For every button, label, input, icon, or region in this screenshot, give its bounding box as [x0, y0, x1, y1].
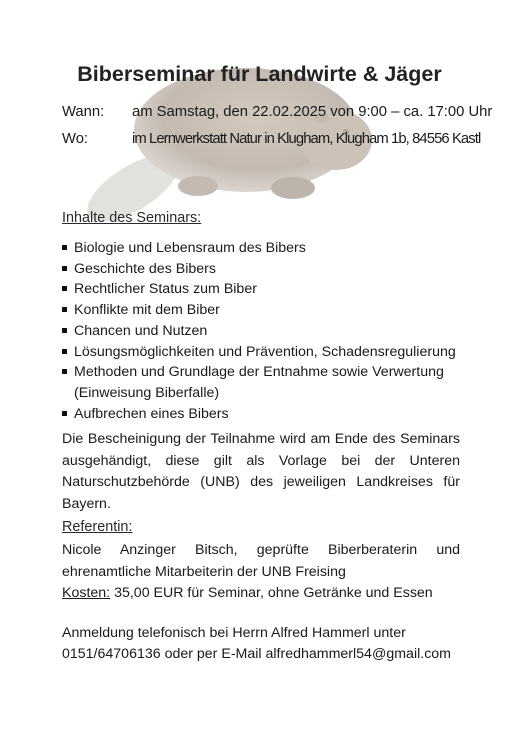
date-value: am Samstag, den 22.02.2025 von 9:00 – ca. 17:00 Uhr: [132, 104, 493, 120]
cost-row: [62, 585, 433, 601]
contents-list: [62, 238, 462, 424]
registration-line: Anmeldung telefonisch bei Herrn Alfred Hammerl unter: [62, 625, 406, 641]
list-item: Aufbrechen eines Bibers: [62, 404, 462, 425]
date-label: Wann:: [62, 104, 105, 120]
list-item: Geschichte des Bibers: [62, 259, 462, 280]
registration-text: [62, 623, 482, 664]
page-title: Biberseminar für Landwirte & Jäger: [77, 62, 442, 86]
list-item: Biologie und Lebensraum des Bibers: [62, 238, 462, 259]
location-row: [62, 131, 480, 147]
speaker-heading: Referentin:: [62, 519, 133, 535]
contents-heading: Inhalte des Seminars:: [62, 210, 202, 226]
list-item: Methoden und Grundlage der Entnahme sowie Verwertung (Einweisung Biberfalle): [62, 362, 462, 403]
registration-contact: 0151/64706136 oder per E-Mail alfredhammerl54@gmail.com: [62, 645, 451, 662]
date-row: [62, 104, 492, 120]
list-item: Konflikte mit dem Biber: [62, 300, 462, 321]
list-item: Rechtlicher Status zum Biber: [62, 279, 462, 300]
cost-label: Kosten:: [62, 585, 111, 601]
speaker-text: Nicole Anzinger Bitsch, geprüfte Biberberaterin und ehrenamtliche Mitarbeiterin der UNB Freising: [62, 542, 460, 580]
certificate-text: Die Bescheinigung der Teilnahme wird am Ende des Seminars ausgehändigt, diese gilt als Vorlage bei der Unteren Naturschutzbehörde (UNB) des jeweiligen Landkreises für Bayern.: [62, 431, 460, 512]
location-label: Wo:: [62, 131, 89, 147]
location-value: im Lernwerkstatt Natur in Klugham, Klugham 1b, 84556 Kastl: [132, 131, 481, 147]
cost-value: 35,00 EUR für Seminar, ohne Getränke und Essen: [114, 585, 433, 601]
list-item: Lösungsmöglichkeiten und Prävention, Schadensregulierung: [62, 342, 462, 363]
list-item: Chancen und Nutzen: [62, 321, 462, 342]
